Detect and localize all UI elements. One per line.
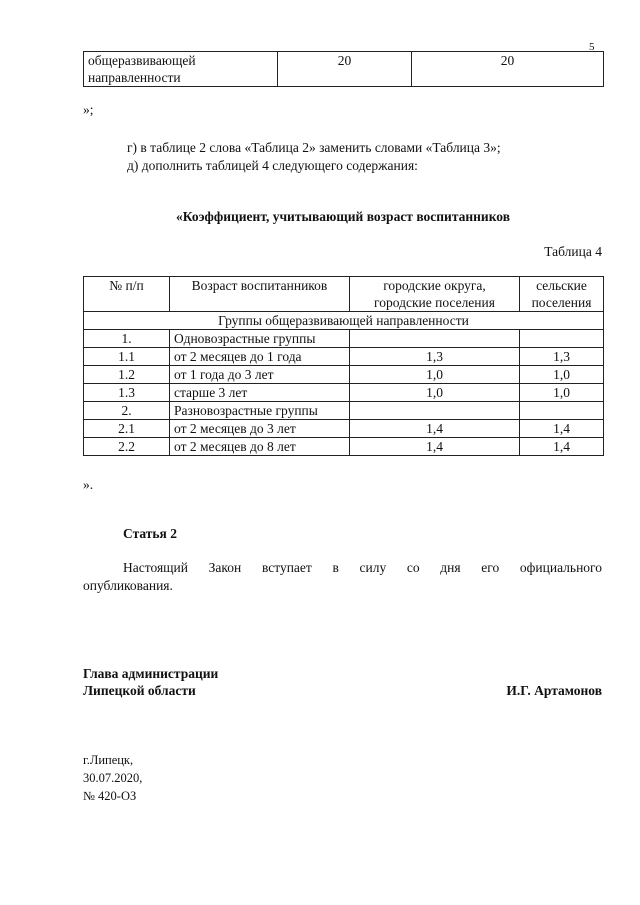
table-cell bbox=[350, 402, 520, 420]
amendment-item: г) в таблице 2 слова «Таблица 2» заменить словами «Таблица 3»; bbox=[127, 140, 501, 155]
signature-title: Глава администрации bbox=[83, 666, 219, 681]
table-cell: 1,0 bbox=[350, 384, 520, 402]
table-label: Таблица 4 bbox=[544, 244, 602, 259]
table-header-row bbox=[84, 277, 604, 312]
article-text: опубликования. bbox=[83, 578, 173, 593]
table-cell: 1,0 bbox=[350, 366, 520, 384]
table-cell: 1.1 bbox=[84, 348, 170, 366]
table-row bbox=[84, 348, 604, 366]
page-number: 5 bbox=[589, 41, 595, 53]
article-text: Настоящий Закон вступает в силу со дня его официального bbox=[123, 560, 602, 575]
table-cell: 1,4 bbox=[520, 438, 604, 456]
table-cell bbox=[520, 402, 604, 420]
table-cell bbox=[350, 330, 520, 348]
table-cell: от 2 месяцев до 8 лет bbox=[170, 438, 350, 456]
closing-quote: ». bbox=[83, 477, 94, 492]
continued-table bbox=[83, 51, 604, 87]
table-cell: 1.2 bbox=[84, 366, 170, 384]
table-cell: 1,0 bbox=[520, 384, 604, 402]
table-cell: от 2 месяцев до 1 года bbox=[170, 348, 350, 366]
table-row bbox=[84, 384, 604, 402]
table-heading: «Коэффициент, учитывающий возраст воспитанников bbox=[176, 209, 510, 224]
table-cell: 20 bbox=[412, 52, 604, 87]
table-cell: 1,3 bbox=[520, 348, 604, 366]
table-cell: 1,0 bbox=[520, 366, 604, 384]
column-header: сельские поселения bbox=[520, 277, 604, 312]
table-cell: Разновозрастные группы bbox=[170, 402, 350, 420]
table-cell: 2.1 bbox=[84, 420, 170, 438]
amendment-item: д) дополнить таблицей 4 следующего содержания: bbox=[127, 158, 418, 173]
group-header: Группы общеразвивающей направленности bbox=[84, 312, 604, 330]
law-number: № 420-ОЗ bbox=[83, 789, 137, 803]
table-row bbox=[84, 402, 604, 420]
group-header-row bbox=[84, 312, 604, 330]
table-cell: 1,4 bbox=[350, 438, 520, 456]
table-cell: 1,4 bbox=[350, 420, 520, 438]
table-cell: 1.3 bbox=[84, 384, 170, 402]
column-header: городские округа, городские поселения bbox=[350, 277, 520, 312]
table-cell: старше 3 лет bbox=[170, 384, 350, 402]
table-cell: 2.2 bbox=[84, 438, 170, 456]
table-cell: 1,3 bbox=[350, 348, 520, 366]
signatory-name: И.Г. Артамонов bbox=[506, 683, 602, 698]
table-cell: от 1 года до 3 лет bbox=[170, 366, 350, 384]
table-row bbox=[84, 330, 604, 348]
table-cell: Одновозрастные группы bbox=[170, 330, 350, 348]
table-cell: 1. bbox=[84, 330, 170, 348]
column-header: Возраст воспитанников bbox=[170, 277, 350, 312]
table-cell: общеразвивающей направленности bbox=[84, 52, 278, 87]
closing-quote: »; bbox=[83, 102, 94, 117]
table-cell: 20 bbox=[278, 52, 412, 87]
place-of-signing: г.Липецк, bbox=[83, 753, 134, 767]
signature-title: Липецкой области bbox=[83, 683, 196, 698]
table-cell: 1,4 bbox=[520, 420, 604, 438]
article-title: Статья 2 bbox=[123, 526, 177, 541]
coefficient-table bbox=[83, 276, 604, 456]
table-row bbox=[84, 438, 604, 456]
table-row bbox=[84, 52, 604, 87]
column-header: № п/п bbox=[84, 277, 170, 312]
table-row bbox=[84, 420, 604, 438]
table-row bbox=[84, 366, 604, 384]
table-cell: от 2 месяцев до 3 лет bbox=[170, 420, 350, 438]
signing-date: 30.07.2020, bbox=[83, 771, 143, 785]
table-cell bbox=[520, 330, 604, 348]
table-cell: 2. bbox=[84, 402, 170, 420]
